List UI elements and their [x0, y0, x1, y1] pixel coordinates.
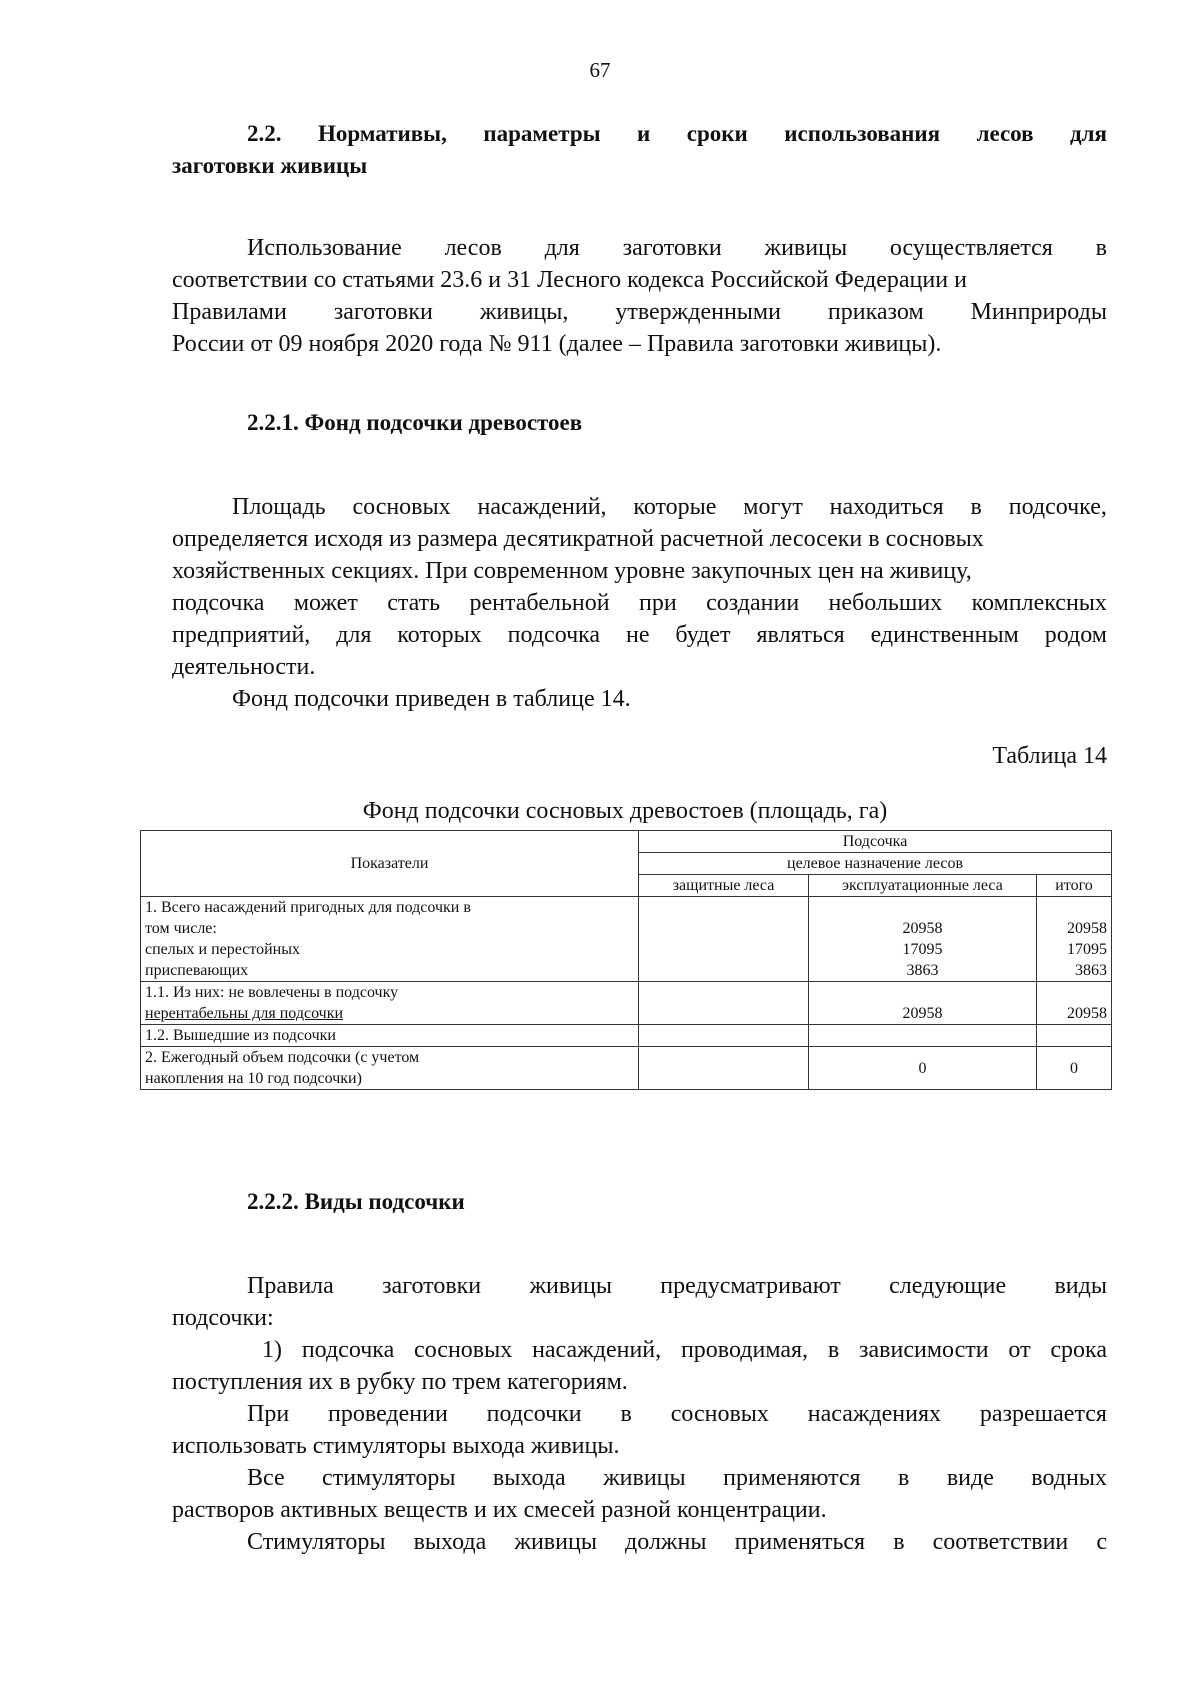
word: для	[544, 235, 580, 261]
word: при	[638, 590, 677, 616]
word: в	[1095, 235, 1107, 261]
text-line: Фонд подсочки приведен в таблице 14.	[232, 686, 631, 712]
cell-protective	[639, 1025, 809, 1047]
text-line: использовать стимуляторы выхода живицы.	[172, 1433, 620, 1459]
text-line	[172, 491, 1107, 523]
row-label-line: нерентабельны для подсочки	[145, 1005, 344, 1022]
word: применяются	[723, 1465, 861, 1491]
intro-paragraph	[172, 232, 1107, 360]
section-2-2-2-heading: 2.2.2. Виды подсочки	[247, 1189, 465, 1214]
row-label-line: 1. Всего насаждений пригодных для подсочки в	[145, 899, 471, 916]
header-purpose: целевое назначение лесов	[639, 853, 1112, 875]
word: утвержденными	[615, 299, 781, 325]
section-2-2-heading	[172, 118, 1107, 182]
word: сосновых	[670, 1401, 769, 1427]
word: являться	[756, 622, 845, 648]
word: в	[893, 1529, 905, 1555]
word: которые	[633, 494, 717, 520]
header-exploitation: эксплуатационные леса	[809, 875, 1037, 897]
text-line	[172, 587, 1107, 619]
word: живицы	[514, 1529, 597, 1555]
word: единственным	[870, 622, 1019, 648]
text-line	[172, 619, 1107, 651]
cell-value: 20958	[902, 920, 943, 937]
cell-value: 17095	[1067, 941, 1108, 958]
word: создании	[706, 590, 800, 616]
row-label	[141, 897, 639, 982]
cell-exploitation: 20958	[809, 982, 1037, 1025]
word: следующие	[889, 1273, 1007, 1299]
word: проведении	[328, 1401, 448, 1427]
header-indicators: Показатели	[141, 831, 639, 897]
word: выхода	[413, 1529, 487, 1555]
text-line: определяется исходя из размера десятикратной расчетной лесосеки в сосновых	[172, 526, 984, 552]
text-line	[172, 1270, 1107, 1302]
row-label-line: накопления на 10 год подсочки)	[145, 1070, 362, 1087]
row-label-line: приспевающих	[145, 962, 249, 979]
word: заготовки	[333, 299, 433, 325]
heading-word: для	[1069, 121, 1107, 146]
word: соответствии	[932, 1529, 1069, 1555]
word: применяться	[734, 1529, 866, 1555]
word: заготовки	[382, 1273, 482, 1299]
cell-total: 20958	[1037, 982, 1112, 1025]
cell-value: 17095	[902, 941, 943, 958]
cell-exploitation	[809, 897, 1037, 982]
word: срока	[1050, 1337, 1107, 1363]
word: приказом	[827, 299, 924, 325]
table-row	[141, 897, 1112, 982]
word: может	[293, 590, 358, 616]
row-label-line: 1.1. Из них: не вовлечены в подсочку	[145, 984, 399, 1001]
word: выхода	[492, 1465, 566, 1491]
heading-word: лесов	[976, 121, 1034, 146]
word: стать	[387, 590, 441, 616]
header-tapping: Подсочка	[639, 831, 1112, 853]
word: родом	[1044, 622, 1107, 648]
word: Правила	[247, 1273, 334, 1299]
header-protective: защитные леса	[639, 875, 809, 897]
word: водных	[1031, 1465, 1107, 1491]
word: будет	[675, 622, 731, 648]
row-label-line: 2. Ежегодный объем подсочки (с учетом	[145, 1049, 420, 1066]
word: предусматривают	[660, 1273, 841, 1299]
cell-exploitation: 0	[809, 1047, 1037, 1090]
section-2-2-1-heading: 2.2.1. Фонд подсочки древостоев	[247, 410, 583, 435]
heading-line-1	[172, 118, 1107, 150]
word: могут	[743, 494, 803, 520]
types-paragraph	[172, 1270, 1107, 1558]
cell-total: 0	[1037, 1047, 1112, 1090]
word: Правилами	[172, 299, 287, 325]
text-line	[172, 232, 1107, 264]
word: для	[336, 622, 372, 648]
word: должны	[625, 1529, 707, 1555]
cell-total	[1037, 1025, 1112, 1047]
page-number: 67	[589, 58, 611, 82]
tapping-fund-table	[140, 830, 1112, 1090]
word: виды	[1054, 1273, 1107, 1299]
text-line: деятельности.	[172, 654, 316, 680]
table-row	[141, 982, 1112, 1025]
row-label	[141, 982, 639, 1025]
word: с	[1096, 1529, 1107, 1555]
table-label: Таблица 14	[992, 743, 1107, 769]
heading-word: 2.2.	[247, 121, 282, 146]
word: виде	[946, 1465, 994, 1491]
row-label-line: спелых и перестойных	[145, 941, 300, 958]
word: подсочке,	[1008, 494, 1107, 520]
word: которых	[397, 622, 482, 648]
word: в	[970, 494, 982, 520]
header-total: итого	[1037, 875, 1112, 897]
fund-paragraph	[172, 491, 1107, 715]
word: рентабельной	[469, 590, 610, 616]
word: в	[898, 1465, 910, 1491]
heading-line-2: заготовки живицы	[172, 153, 368, 178]
word: разрешается	[979, 1401, 1107, 1427]
word: стимуляторы	[322, 1465, 456, 1491]
word: небольших	[828, 590, 943, 616]
text-line: соответствии со статьями 23.6 и 31 Лесного кодекса Российской Федерации и	[172, 267, 967, 293]
text-line: России от 09 ноября 2020 года № 911 (далее – Правила заготовки живицы).	[172, 331, 942, 357]
word: подсочка	[172, 590, 265, 616]
word: лесов	[444, 235, 502, 261]
heading-word: сроки	[686, 121, 748, 146]
table-caption: Фонд подсочки сосновых древостоев (площадь, га)	[362, 798, 888, 824]
cell-value: 3863	[1075, 962, 1108, 979]
word: заготовки	[622, 235, 722, 261]
word: не	[626, 622, 650, 648]
text-line	[172, 1334, 1107, 1366]
cell-value: 3863	[906, 962, 939, 979]
cell-exploitation	[809, 1025, 1037, 1047]
text-line: подсочки:	[172, 1305, 274, 1331]
word: живицы,	[479, 299, 569, 325]
word: осуществляется	[889, 235, 1053, 261]
heading-word: использования	[784, 121, 941, 146]
word: Использование	[247, 235, 402, 261]
cell-protective	[639, 1047, 809, 1090]
word: Площадь	[232, 494, 326, 520]
word: насаждений,	[532, 1337, 662, 1363]
word: Все	[247, 1465, 285, 1491]
word: сосновых	[414, 1337, 513, 1363]
word: Минприроды	[970, 299, 1107, 325]
text-line	[172, 1462, 1107, 1494]
word: подсочка	[301, 1337, 395, 1363]
word: подсочка	[507, 622, 601, 648]
cell-protective	[639, 982, 809, 1025]
word: сосновых	[352, 494, 451, 520]
word: 1)	[262, 1337, 282, 1363]
word: комплексных	[971, 590, 1107, 616]
text-line	[172, 1398, 1107, 1430]
row-label: 1.2. Вышедшие из подсочки	[141, 1025, 639, 1047]
word: живицы	[603, 1465, 686, 1491]
text-line: растворов активных веществ и их смесей разной концентрации.	[172, 1497, 827, 1523]
table-row	[141, 1047, 1112, 1090]
heading-word: параметры	[483, 121, 601, 146]
word: подсочки	[486, 1401, 582, 1427]
cell-protective	[639, 897, 809, 982]
word: При	[247, 1401, 290, 1427]
word: насаждениях	[807, 1401, 942, 1427]
text-line	[172, 1526, 1107, 1558]
row-label-line: том числе:	[145, 920, 217, 937]
word: от	[1008, 1337, 1031, 1363]
cell-value: 20958	[1067, 920, 1108, 937]
word: в	[827, 1337, 840, 1363]
text-line	[172, 296, 1107, 328]
table-header-row	[141, 831, 1112, 853]
word: Стимуляторы	[247, 1529, 386, 1555]
word: зависимости	[859, 1337, 989, 1363]
word: живицы	[529, 1273, 613, 1299]
heading-word: и	[637, 121, 651, 146]
cell-total	[1037, 897, 1112, 982]
word: живицы	[764, 235, 848, 261]
heading-word: Нормативы,	[317, 121, 447, 146]
row-label	[141, 1047, 639, 1090]
text-line: хозяйственных секциях. При современном уровне закупочных цен на живицу,	[172, 558, 972, 584]
word: насаждений,	[477, 494, 607, 520]
word: в	[620, 1401, 632, 1427]
word: проводимая,	[680, 1337, 809, 1363]
text-line: поступления их в рубку по трем категориям.	[172, 1369, 628, 1395]
word: предприятий,	[172, 622, 311, 648]
word: находиться	[829, 494, 944, 520]
table-row	[141, 1025, 1112, 1047]
